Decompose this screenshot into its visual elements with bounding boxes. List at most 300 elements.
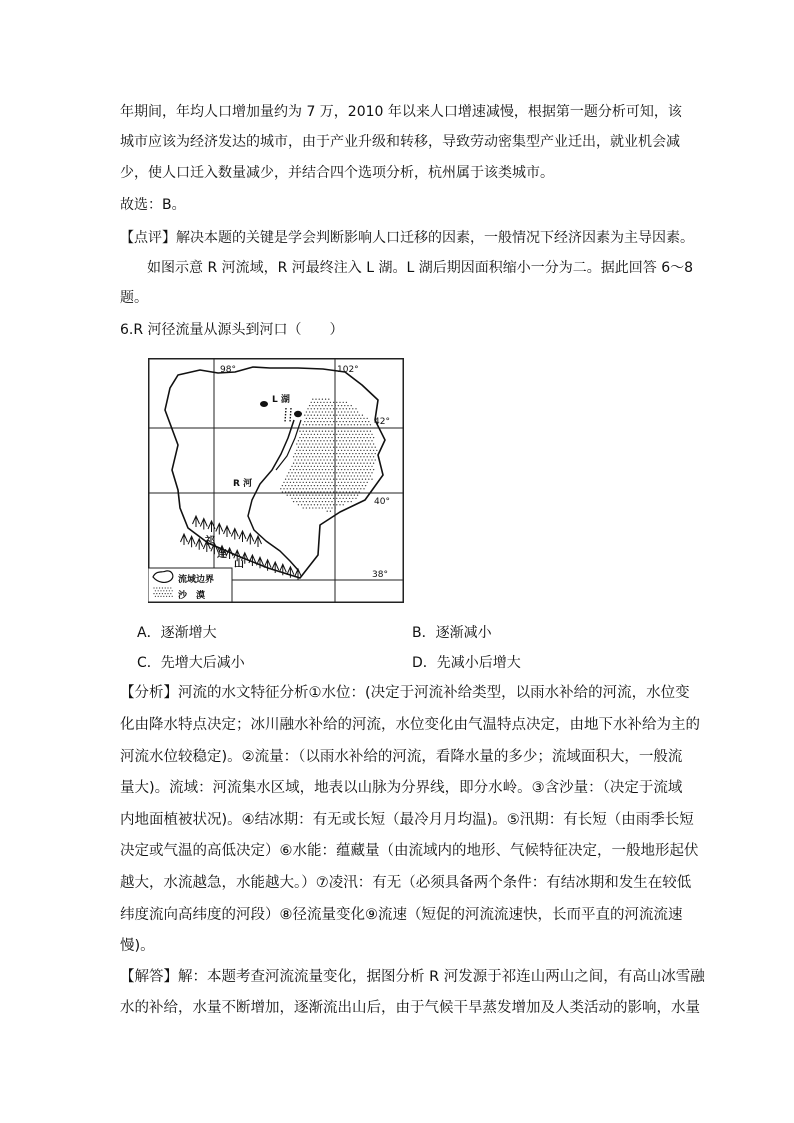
desert-dot — [301, 427, 302, 428]
desert-dot — [347, 463, 348, 464]
desert-dot — [363, 469, 364, 470]
desert-dot — [339, 459, 340, 460]
desert-dot — [338, 431, 339, 432]
lake-l-east — [294, 411, 302, 417]
desert-dot — [335, 456, 336, 457]
legend-desert-dot — [167, 593, 168, 594]
desert-dot — [370, 463, 371, 464]
desert-dot — [322, 463, 323, 464]
desert-dot — [336, 485, 337, 486]
desert-dot — [312, 463, 313, 464]
desert-dot — [323, 472, 324, 473]
desert-dot — [312, 488, 313, 489]
desert-dot — [365, 466, 366, 467]
desert-dot — [338, 405, 339, 406]
desert-dot — [328, 456, 329, 457]
desert-dot — [343, 434, 344, 435]
analysis-line: 【分析】河流的水文特征分析①水位：(决定于河流补给类型，以雨水补给的河流，水位变 — [120, 685, 690, 701]
desert-dot — [338, 411, 339, 412]
desert-dot — [320, 459, 321, 460]
desert-dot — [301, 504, 302, 505]
desert-dot — [346, 479, 347, 480]
desert-dot — [335, 405, 336, 406]
desert-dot — [343, 421, 344, 422]
desert-dot — [341, 437, 342, 438]
desert-dot — [301, 459, 302, 460]
desert-dot — [295, 466, 296, 467]
desert-dot — [327, 453, 328, 454]
desert-dot — [333, 491, 334, 492]
desert-dot — [343, 408, 344, 409]
desert-dot — [360, 469, 361, 470]
desert-dot — [303, 431, 304, 432]
desert-dot — [351, 463, 352, 464]
desert-dot — [331, 418, 332, 419]
desert-dot — [346, 427, 347, 428]
desert-dot — [344, 482, 345, 483]
desert-dot — [347, 450, 348, 451]
legend-desert-dot — [172, 590, 173, 591]
desert-dot — [347, 501, 348, 502]
desert-dot — [367, 424, 368, 425]
desert-dot — [323, 459, 324, 460]
mountain-symbol — [249, 555, 256, 566]
desert-dot — [319, 450, 320, 451]
desert-dot — [288, 472, 289, 473]
desert-dot — [283, 482, 284, 483]
desert-dot — [339, 447, 340, 448]
desert-dot — [301, 491, 302, 492]
desert-dot — [339, 453, 340, 454]
desert-dot — [323, 485, 324, 486]
intro-line: 少，使人口迁入数量减少，并结合四个选项分析，杭州属于该类城市。 — [120, 165, 554, 181]
desert-dot — [296, 443, 297, 444]
desert-dot — [349, 447, 350, 448]
desert-dot — [291, 485, 292, 486]
desert-dot — [333, 504, 334, 505]
desert-dot — [335, 418, 336, 419]
desert-dot — [371, 434, 372, 435]
desert-dot — [347, 488, 348, 489]
desert-dot — [328, 411, 329, 412]
desert-dot — [351, 475, 352, 476]
desert-dot — [309, 431, 310, 432]
desert-dot — [341, 431, 342, 432]
longitude-102-label: 102° — [337, 365, 359, 375]
legend-desert-label: 沙 漠 — [178, 591, 206, 601]
desert-dot — [317, 485, 318, 486]
desert-dot — [319, 437, 320, 438]
desert-dot — [327, 485, 328, 486]
desert-dot — [330, 402, 331, 403]
desert-dot — [331, 424, 332, 425]
desert-dot — [325, 443, 326, 444]
desert-dot — [323, 504, 324, 505]
desert-dot — [303, 456, 304, 457]
legend-desert-dot — [155, 590, 156, 591]
desert-dot — [299, 475, 300, 476]
desert-dot — [349, 427, 350, 428]
desert-dot — [280, 488, 281, 489]
desert-dot — [307, 408, 308, 409]
mountain-symbol — [196, 539, 203, 550]
desert-dot — [360, 475, 361, 476]
desert-dot — [352, 472, 353, 473]
desert-dot — [304, 447, 305, 448]
option-d: D．先减小后增大 — [412, 655, 521, 671]
desert-dot — [311, 427, 312, 428]
desert-dot — [309, 469, 310, 470]
desert-dot — [323, 498, 324, 499]
desert-dot — [327, 504, 328, 505]
desert-dot — [319, 443, 320, 444]
desert-dot — [344, 424, 345, 425]
desert-dot — [322, 411, 323, 412]
desert-dot — [311, 421, 312, 422]
desert-dot — [290, 469, 291, 470]
desert-dot — [319, 488, 320, 489]
legend-desert-dot — [159, 593, 160, 594]
desert-dot — [328, 469, 329, 470]
desert-dot — [309, 456, 310, 457]
desert-dot — [327, 491, 328, 492]
longitude-98-label: 98° — [220, 365, 236, 375]
desert-dot — [309, 463, 310, 464]
desert-dot — [299, 443, 300, 444]
desert-dot — [312, 411, 313, 412]
desert-dot — [325, 501, 326, 502]
desert-dot — [290, 495, 291, 496]
desert-dot — [299, 450, 300, 451]
desert-dot — [325, 418, 326, 419]
desert-dot — [307, 415, 308, 416]
desert-dot — [311, 415, 312, 416]
legend-desert-dot — [162, 587, 163, 588]
desert-dot — [333, 485, 334, 486]
desert-dot — [328, 450, 329, 451]
legend-desert-dot — [159, 587, 160, 588]
desert-dot — [298, 498, 299, 499]
desert-dot — [359, 434, 360, 435]
desert-dot — [347, 475, 348, 476]
desert-dot — [359, 453, 360, 454]
desert-dot — [306, 456, 307, 457]
desert-dot — [295, 479, 296, 480]
desert-dot — [307, 479, 308, 480]
desert-dot — [347, 424, 348, 425]
desert-dot — [354, 456, 355, 457]
desert-dot — [327, 421, 328, 422]
desert-dot — [315, 411, 316, 412]
desert-dot — [295, 472, 296, 473]
desert-dot — [354, 488, 355, 489]
desert-dot — [331, 443, 332, 444]
desert-dot — [317, 459, 318, 460]
desert-dot — [311, 504, 312, 505]
desert-dot — [357, 456, 358, 457]
desert-dot — [309, 424, 310, 425]
desert-dot — [333, 408, 334, 409]
desert-dot — [367, 443, 368, 444]
desert-dot — [349, 453, 350, 454]
desert-dot — [349, 491, 350, 492]
desert-dot — [368, 434, 369, 435]
analysis-line: 决定或气温的高低决定）⑥水能：蕴藏量（由流域内的地形、气候特征决定，一般地形起伏 — [120, 843, 699, 859]
desert-dot — [333, 466, 334, 467]
desert-dot — [357, 482, 358, 483]
desert-dot — [373, 456, 374, 457]
desert-dot — [323, 491, 324, 492]
river-label: R 河 — [233, 479, 253, 489]
desert-dot — [295, 459, 296, 460]
desert-dot — [312, 443, 313, 444]
desert-dot — [307, 421, 308, 422]
desert-dot — [343, 427, 344, 428]
desert-dot — [304, 427, 305, 428]
comment-line: 【点评】解决本题的关键是学会判断影响人口迁移的因素，一般情况下经济因素为主导因素。 — [120, 230, 694, 246]
desert-dot — [359, 466, 360, 467]
desert-dot — [341, 424, 342, 425]
desert-dot — [371, 440, 372, 441]
desert-dot — [301, 472, 302, 473]
desert-dot — [339, 402, 340, 403]
desert-dot — [339, 466, 340, 467]
mountain-symbol — [200, 519, 207, 530]
desert-dot — [307, 453, 308, 454]
desert-dot — [306, 411, 307, 412]
desert-dot — [319, 463, 320, 464]
desert-dot — [322, 437, 323, 438]
desert-dot — [344, 418, 345, 419]
desert-dot — [352, 459, 353, 460]
desert-dot — [336, 415, 337, 416]
analysis-line: 纬度流向高纬度的河段）⑧径流量变化⑨流速（短促的河流流速快，长而平直的河流流速 — [120, 907, 683, 923]
desert-dot — [352, 447, 353, 448]
desert-dot — [338, 456, 339, 457]
desert-dot — [303, 501, 304, 502]
desert-dot — [371, 472, 372, 473]
desert-dot — [322, 424, 323, 425]
legend-desert-dot — [172, 596, 173, 597]
desert-dot — [314, 402, 315, 403]
desert-dot — [346, 447, 347, 448]
desert-dot — [327, 459, 328, 460]
desert-dot — [355, 472, 356, 473]
desert-dot — [330, 440, 331, 441]
desert-dot — [338, 488, 339, 489]
desert-dot — [325, 482, 326, 483]
desert-dot — [322, 475, 323, 476]
mountain-symbol — [226, 548, 233, 559]
desert-dot — [327, 402, 328, 403]
option-b: B．逐渐减小 — [412, 625, 492, 641]
desert-dot — [320, 504, 321, 505]
desert-dot — [330, 459, 331, 460]
desert-dot — [291, 472, 292, 473]
desert-dot — [296, 450, 297, 451]
desert-dot — [352, 421, 353, 422]
desert-dot — [331, 469, 332, 470]
desert-dot — [336, 466, 337, 467]
desert-dot — [352, 415, 353, 416]
desert-dot — [347, 495, 348, 496]
desert-dot — [303, 507, 304, 508]
desert-dot — [320, 421, 321, 422]
desert-dot — [317, 408, 318, 409]
desert-dot — [325, 463, 326, 464]
desert-dot — [306, 431, 307, 432]
desert-dot — [312, 437, 313, 438]
desert-dot — [371, 479, 372, 480]
desert-dot — [352, 498, 353, 499]
desert-dot — [338, 443, 339, 444]
desert-dot — [319, 418, 320, 419]
mountain-symbol — [247, 534, 254, 545]
desert-dot — [355, 421, 356, 422]
desert-dot — [331, 437, 332, 438]
desert-dot — [335, 501, 336, 502]
desert-dot — [298, 447, 299, 448]
desert-dot — [344, 450, 345, 451]
desert-dot — [309, 450, 310, 451]
desert-dot — [322, 431, 323, 432]
desert-dot — [323, 421, 324, 422]
desert-dot — [362, 472, 363, 473]
desert-dot — [367, 456, 368, 457]
desert-dot — [351, 424, 352, 425]
desert-dot — [336, 472, 337, 473]
mountain-symbol — [255, 536, 262, 547]
desert-dot — [328, 418, 329, 419]
lake-label: L 湖 — [272, 395, 290, 405]
desert-dot — [360, 431, 361, 432]
desert-dot — [317, 402, 318, 403]
desert-dot — [330, 434, 331, 435]
desert-dot — [323, 466, 324, 467]
desert-dot — [306, 443, 307, 444]
desert-dot — [354, 495, 355, 496]
desert-dot — [357, 411, 358, 412]
desert-dot — [363, 437, 364, 438]
desert-dot — [315, 431, 316, 432]
desert-dot — [303, 437, 304, 438]
desert-dot — [344, 411, 345, 412]
desert-dot — [303, 482, 304, 483]
desert-dot — [355, 479, 356, 480]
legend-desert-dot — [155, 596, 156, 597]
lake-l-west — [260, 401, 268, 407]
desert-dot — [287, 475, 288, 476]
analysis-line: 内地面植被状况)。④结冰期：有无或长短（最冷月月均温)。⑤汛期：有长短（由雨季长短 — [120, 812, 694, 828]
desert-dot — [344, 405, 345, 406]
desert-dot — [315, 507, 316, 508]
desert-dot — [333, 421, 334, 422]
desert-dot — [338, 437, 339, 438]
desert-dot — [357, 475, 358, 476]
desert-dot — [347, 456, 348, 457]
desert-dot — [320, 408, 321, 409]
desert-dot — [306, 488, 307, 489]
desert-dot — [290, 482, 291, 483]
desert-dot — [303, 424, 304, 425]
desert-dot — [315, 501, 316, 502]
desert-dot — [351, 431, 352, 432]
desert-dot — [314, 447, 315, 448]
desert-dot — [312, 424, 313, 425]
desert-dot — [331, 495, 332, 496]
desert-dot — [355, 434, 356, 435]
analysis-line: 量大)。流域：河流集水区域，地表以山脉为分界线，即分水岭。③含沙量：（决定于流域 — [120, 780, 683, 796]
desert-dot — [323, 415, 324, 416]
desert-dot — [363, 418, 364, 419]
desert-dot — [314, 498, 315, 499]
desert-dot — [362, 415, 363, 416]
desert-dot — [327, 472, 328, 473]
desert-dot — [290, 488, 291, 489]
mountain-symbol — [257, 557, 264, 568]
desert-dot — [331, 488, 332, 489]
desert-dot — [360, 424, 361, 425]
desert-dot — [331, 450, 332, 451]
desert-dot — [344, 456, 345, 457]
desert-dot — [349, 472, 350, 473]
desert-dot — [322, 507, 323, 508]
desert-dot — [299, 482, 300, 483]
desert-dot — [312, 418, 313, 419]
desert-dot — [339, 440, 340, 441]
latitude-38-label: 38° — [372, 570, 388, 580]
desert-dot — [352, 440, 353, 441]
desert-dot — [306, 475, 307, 476]
desert-dot — [347, 418, 348, 419]
desert-dot — [295, 491, 296, 492]
desert-dot — [303, 488, 304, 489]
desert-dot — [344, 443, 345, 444]
desert-dot — [328, 495, 329, 496]
desert-dot — [328, 475, 329, 476]
mountain-symbol — [193, 516, 200, 527]
desert-dot — [370, 443, 371, 444]
desert-dot — [363, 431, 364, 432]
desert-dot — [357, 495, 358, 496]
desert-dot — [363, 463, 364, 464]
intro-line: 年期间，年均人口增加量约为 7 万，2010 年以来人口增速减慢，根据第一题分析可知，该 — [120, 104, 682, 120]
desert-dot — [347, 482, 348, 483]
desert-dot — [325, 411, 326, 412]
desert-dot — [341, 418, 342, 419]
desert-dot — [287, 482, 288, 483]
desert-dot — [307, 434, 308, 435]
desert-dot — [362, 485, 363, 486]
desert-dot — [322, 482, 323, 483]
desert-dot — [365, 447, 366, 448]
desert-dot — [360, 463, 361, 464]
desert-dot — [331, 501, 332, 502]
desert-dot — [330, 415, 331, 416]
legend-desert-dot — [153, 593, 154, 594]
desert-dot — [327, 447, 328, 448]
desert-dot — [293, 488, 294, 489]
desert-dot — [351, 501, 352, 502]
desert-dot — [346, 485, 347, 486]
desert-dot — [341, 495, 342, 496]
desert-dot — [351, 456, 352, 457]
desert-dot — [328, 501, 329, 502]
desert-dot — [312, 456, 313, 457]
desert-dot — [362, 434, 363, 435]
desert-dot — [355, 491, 356, 492]
desert-dot — [293, 495, 294, 496]
